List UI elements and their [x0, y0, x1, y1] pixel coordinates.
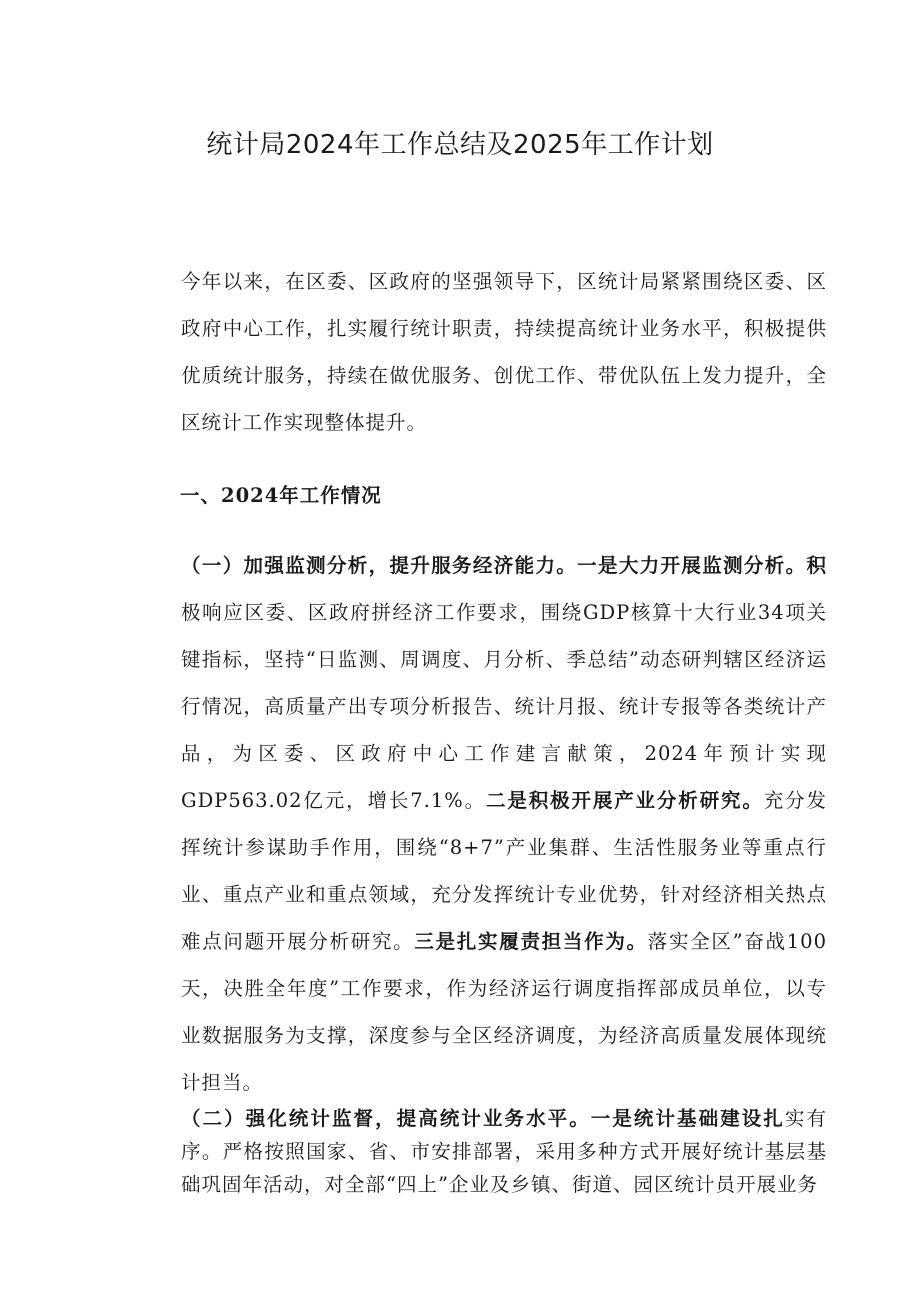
paragraph-text: 充分发挥统计参谋助手作用，围绕“8+7”产业集群、生活性服务业等重点行业、重点产业和重点领域，充分发挥统计专业优势，针对经济相关热点难点问题开展分析研究。	[181, 789, 827, 953]
paragraph-point-bold: 二是积极开展产业分析研究。	[486, 789, 764, 812]
paragraph-point-bold: 三是扎实履责担当作为。	[414, 930, 648, 953]
paragraph-lead-bold: （一）加强监测分析，提升服务经济能力。一是大力开展监测分析。积	[181, 554, 827, 577]
section-heading-2024-work: 一、2024年工作情况	[180, 484, 382, 507]
paragraph-text: 落实全区”奋战100天，决胜全年度”工作要求，作为经济运行调度指挥部成员单位，以专业数据服务为支撑，深度参与全区经济调度，为经济高质量发展体现统计担当。	[181, 930, 827, 1094]
intro-paragraph: 今年以来，在区委、区政府的坚强领导下，区统计局紧紧围绕区委、区政府中心工作，扎实履行统计职责，持续提高统计业务水平，积极提供优质统计服务，持续在做优服务、创优工作、带优队伍上发力提升，全区统计工作实现整体提升。	[181, 270, 827, 434]
paragraph-lead-bold: （二）强化统计监督，提高统计业务水平。一是统计基础建设扎	[181, 1107, 785, 1130]
paragraph-monitoring-analysis	[141, 542, 827, 1106]
paragraph-text: 极响应区委、区政府拼经济工作要求，围绕GDP核算十大行业34项关键指标，坚持“日监测、周调度、月分析、季总结”动态研判辖区经济运行情况，高质量产出专项分析报告、统计月报、统计专报等各类统计产品，为区委、区政府中心工作建言献策，2024年预计实现GDP563.02亿元，增长7.1%。	[181, 601, 827, 812]
paragraph-statistical-supervision	[141, 1102, 827, 1201]
paragraph-text: 实有序。严格按照国家、省、市安排部署，采用多种方式开展好统计基层基础巩固年活动，对全部“四上”企业及乡镇、街道、园区统计员开展业务	[181, 1107, 827, 1196]
page-title: 统计局2024年工作总结及2025年工作计划	[206, 130, 714, 160]
